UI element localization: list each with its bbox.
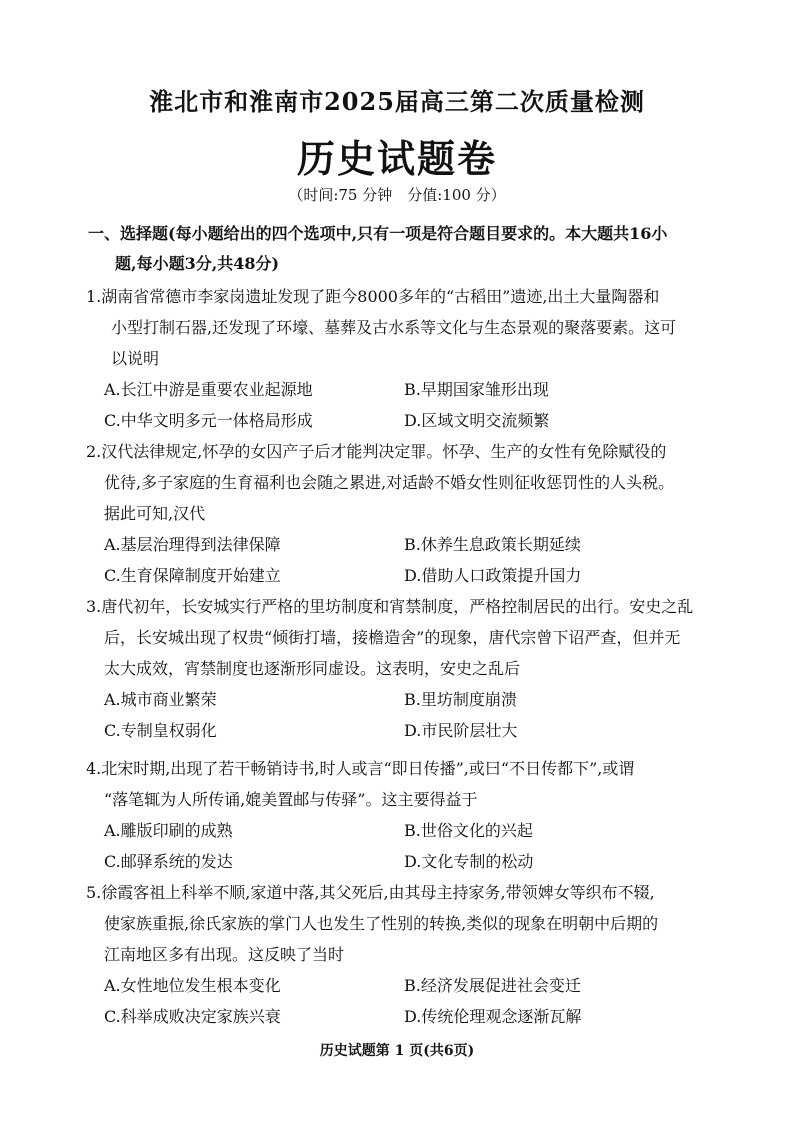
stem-line: 太大成效，宵禁制度也逐渐形同虚设。这表明，安史之乱后 (104, 659, 521, 678)
stem-line: 3.唐代初年，长安城实行严格的里坊制度和宵禁制度，严格控制居民的出行。安史之乱 (86, 597, 694, 616)
question-5 (86, 877, 716, 1032)
options-row (86, 374, 716, 405)
option-d: D.传统伦理观念逐渐瓦解 (404, 1007, 582, 1026)
exam-title: 淮北市和淮南市2025届高三第二次质量检测 (149, 87, 645, 116)
stem-line: 江南地区多有出现。这反映了当时 (104, 945, 345, 964)
stem-line: 5.徐霞客祖上科举不顺,家道中落,其父死后,由其母主持家务,带领婢女等织布不辍, (86, 883, 655, 902)
section-heading-line2: 题,每小题3分,共48分) (115, 254, 280, 273)
stem-line: 使家族重振,徐氏家族的掌门人也发生了性别的转换,类似的现象在明朝中后期的 (104, 914, 659, 933)
option-b: B.经济发展促进社会变迁 (404, 976, 581, 995)
section-heading-line1: 一、选择题(每小题给出的四个选项中,只有一项是符合题目要求的。本大题共16小 (88, 224, 668, 243)
options-row (86, 715, 716, 746)
question-stem (86, 281, 716, 374)
stem-line: 据此可知,汉代 (104, 504, 206, 523)
stem-line: 以说明 (111, 349, 160, 368)
option-d: D.借助人口政策提升国力 (404, 566, 582, 585)
options-row (86, 970, 716, 1001)
option-b: B.早期国家雏形出现 (404, 380, 549, 399)
exam-meta: （时间:75 分钟 分值:100 分） (288, 186, 506, 204)
option-a: A.长江中游是重要农业起源地 (104, 380, 313, 399)
option-d: D.区域文明交流频繁 (404, 411, 550, 430)
option-c: C.生育保障制度开始建立 (104, 566, 281, 585)
option-c: C.科举成败决定家族兴衰 (104, 1007, 281, 1026)
question-stem (86, 877, 716, 970)
option-a: A.基层治理得到法律保障 (104, 535, 281, 554)
stem-line: 后，长安城出现了权贵“倾街打墙，接檐造舍”的现象，唐代宗曾下诏严查，但并无 (104, 628, 681, 647)
option-d: D.市民阶层壮大 (404, 721, 518, 740)
options-row (86, 684, 716, 715)
option-c: C.邮驿系统的发达 (104, 852, 233, 871)
stem-line: 小型打制石器,还发现了环壕、墓葬及古水系等文化与生态景观的聚落要素。这可 (111, 318, 677, 337)
option-c: C.中华文明多元一体格局形成 (104, 411, 313, 430)
question-stem (86, 436, 716, 529)
options-row (86, 560, 716, 591)
option-a: A.雕版印刷的成熟 (104, 821, 233, 840)
stem-line: 4.北宋时期,出现了若干畅销诗书,时人或言“即日传播”,或曰“不日传都下”,或谓 (86, 759, 635, 778)
options-row (86, 529, 716, 560)
section-heading (88, 219, 716, 279)
options-row (86, 815, 716, 846)
stem-line: “落笔辄为人所传诵,媲美置邮与传驿”。这主要得益于 (104, 790, 478, 809)
subject-title: 历史试题卷 (296, 136, 497, 181)
options-row (86, 405, 716, 436)
option-d: D.文化专制的松动 (404, 852, 534, 871)
question-2 (86, 436, 716, 591)
question-stem (86, 753, 716, 815)
options-row (86, 1001, 716, 1032)
option-a: A.女性地位发生根本变化 (104, 976, 281, 995)
option-b: B.世俗文化的兴起 (404, 821, 533, 840)
option-c: C.专制皇权弱化 (104, 721, 217, 740)
question-3 (86, 591, 716, 746)
option-b: B.里坊制度崩溃 (404, 690, 517, 709)
stem-line: 1.湖南省常德市李家岗遗址发现了距今8000多年的“古稻田”遗迹,出土大量陶器和 (86, 287, 660, 306)
question-4 (86, 753, 716, 877)
stem-line: 优待,多子家庭的生育福利也会随之累进,对适龄不婚女性则征收惩罚性的人头税。 (104, 473, 675, 492)
question-stem (86, 591, 716, 684)
page-footer: 历史试题第 1 页(共6页) (319, 1043, 475, 1059)
options-row (86, 846, 716, 877)
option-b: B.休养生息政策长期延续 (404, 535, 581, 554)
stem-line: 2.汉代法律规定,怀孕的女囚产子后才能判决定罪。怀孕、生产的女性有免除赋役的 (86, 442, 667, 461)
question-1 (86, 281, 716, 436)
option-a: A.城市商业繁荣 (104, 690, 217, 709)
